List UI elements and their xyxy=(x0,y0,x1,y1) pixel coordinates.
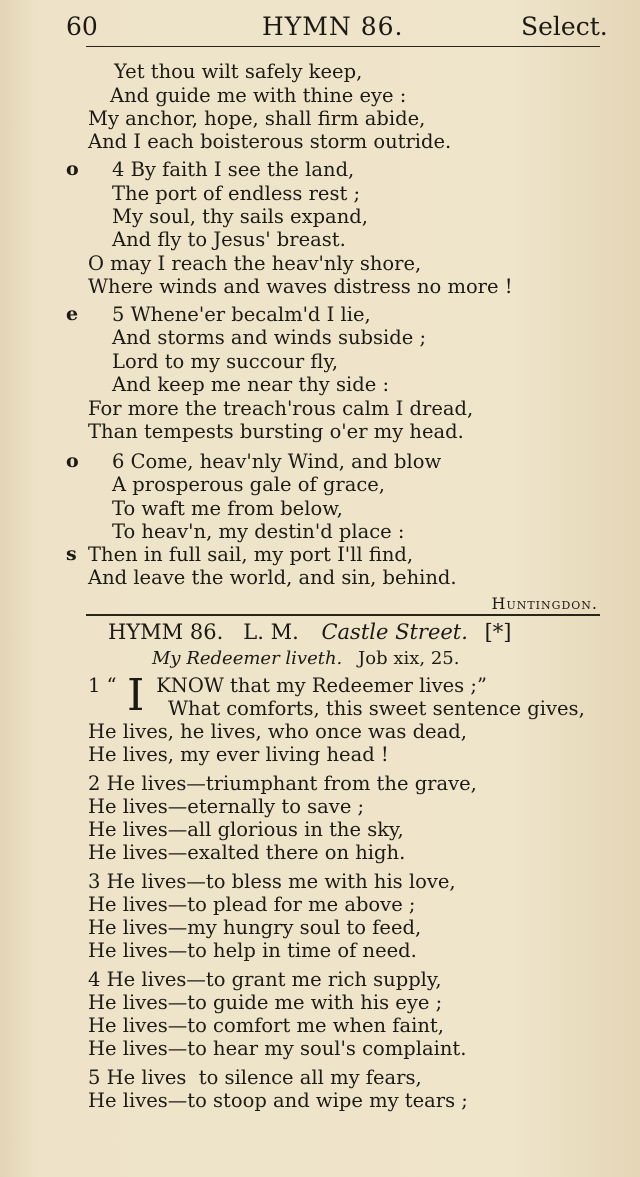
verse-line: And storms and winds subside ; xyxy=(112,326,427,349)
verse-line: A prosperous gale of grace, xyxy=(112,473,386,496)
tune-name: Huntingdon. xyxy=(491,594,598,613)
verse-line: Where winds and waves distress no more ! xyxy=(88,275,513,298)
hymn-tune: Castle Street. xyxy=(321,620,468,644)
verse-line: 5 Whene'er becalm'd I lie, xyxy=(112,303,371,326)
verse-line: Than tempests bursting o'er my head. xyxy=(88,420,464,443)
verse-line: To heav'n, my destin'd place : xyxy=(112,520,405,543)
verse-line: For more the treach'rous calm I dread, xyxy=(88,397,474,420)
verse-line: 4 By faith I see the land, xyxy=(112,158,355,181)
verse-line: He lives, my ever living head ! xyxy=(88,743,389,766)
hymn-theme: My Redeemer liveth. xyxy=(152,648,343,669)
verse-line: My anchor, hope, shall firm abide, xyxy=(88,107,426,130)
verse-line: The port of endless rest ; xyxy=(112,182,361,205)
verse-line: O may I reach the heav'nly shore, xyxy=(88,252,422,275)
running-title: HYMN 86. xyxy=(262,12,404,41)
stanza-number: 1 “ xyxy=(88,674,117,697)
page-number: 60 xyxy=(66,12,98,41)
verse-line: He lives—eternally to save ; xyxy=(88,795,365,818)
verse-line: 3 He lives—to bless me with his love, xyxy=(88,870,456,893)
verse-line: And fly to Jesus' breast. xyxy=(112,228,346,251)
verse-line: To waft me from below, xyxy=(112,497,343,520)
dynamic-mark: s xyxy=(66,543,77,565)
verse-line: He lives—to plead for me above ; xyxy=(88,893,416,916)
verse-line: Yet thou wilt safely keep, xyxy=(114,60,363,83)
dynamic-mark: e xyxy=(66,303,79,325)
verse-line: And leave the world, and sin, behind. xyxy=(88,566,457,589)
verse-line: And I each boisterous storm outride. xyxy=(88,130,452,153)
header-rule xyxy=(86,46,600,47)
hymn-number-meter: HYMM 86. L. M. xyxy=(108,620,299,644)
verse-line: Then in full sail, my port I'll find, xyxy=(88,543,414,566)
verse-line: KNOW that my Redeemer lives ;” xyxy=(150,674,487,697)
verse-line: He lives—to stoop and wipe my tears ; xyxy=(88,1089,468,1112)
verse-line: He lives—to comfort me when faint, xyxy=(88,1014,444,1037)
verse-line: Lord to my succour fly, xyxy=(112,350,339,373)
verse-line: 2 He lives—triumphant from the grave, xyxy=(88,772,477,795)
verse-line: What comforts, this sweet sentence gives, xyxy=(168,697,585,720)
dynamic-mark: o xyxy=(66,158,79,180)
hymn-mark: [*] xyxy=(484,620,512,644)
verse-line: He lives—all glorious in the sky, xyxy=(88,818,404,841)
verse-line: He lives—my hungry soul to feed, xyxy=(88,916,422,939)
verse-line: He lives—to hear my soul's complaint. xyxy=(88,1037,467,1060)
hymn-heading xyxy=(108,620,512,644)
hymn-divider xyxy=(86,614,600,616)
verse-line: My soul, thy sails expand, xyxy=(112,205,368,228)
dynamic-mark: o xyxy=(66,450,79,472)
hymn-subtitle xyxy=(152,648,459,669)
verse-line: 4 He lives—to grant me rich supply, xyxy=(88,968,442,991)
page-header xyxy=(0,12,640,44)
drop-cap: I xyxy=(127,670,145,721)
verse-line: He lives—to guide me with his eye ; xyxy=(88,991,443,1014)
verse-line: 5 He lives to silence all my fears, xyxy=(88,1066,422,1089)
scripture-reference: Job xix, 25. xyxy=(358,648,460,669)
verse-line: He lives, he lives, who once was dead, xyxy=(88,720,467,743)
verse-line: And keep me near thy side : xyxy=(112,373,390,396)
verse-line: 6 Come, heav'nly Wind, and blow xyxy=(112,450,442,473)
verse-line: He lives—exalted there on high. xyxy=(88,841,406,864)
verse-line: He lives—to help in time of need. xyxy=(88,939,417,962)
verse-line: And guide me with thine eye : xyxy=(110,84,407,107)
section-label: Select. xyxy=(521,12,608,41)
